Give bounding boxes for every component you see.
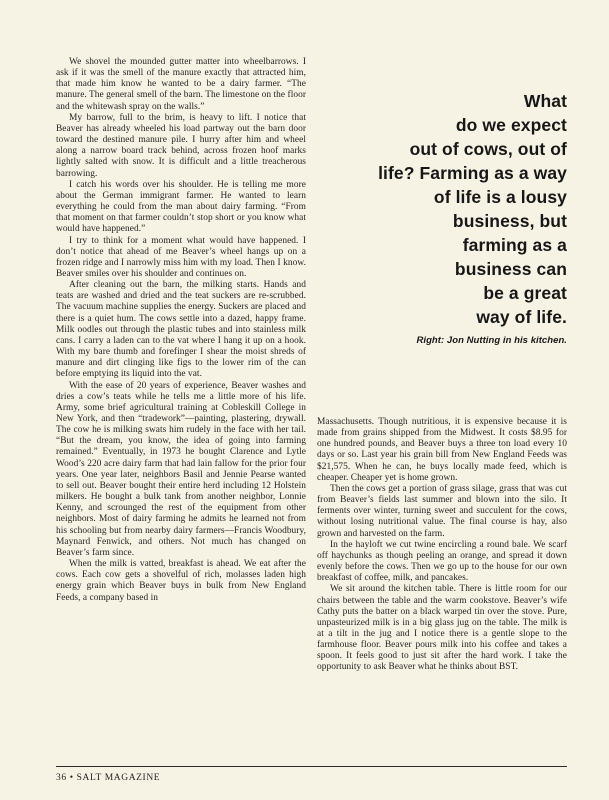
right-column-body: [317, 417, 567, 674]
body-paragraph: I try to think for a moment what would have happened. I don’t notice that ahead of me Beaver’s wheel hangs up on a frozen ridge and I narrowly miss him with my load. Then I know. Beaver smiles over his shoulder and continues on.: [56, 235, 306, 279]
body-paragraph: Then the cows get a portion of grass silage, grass that was cut from Beaver’s fields last summer and blown into the silo. It ferments over winter, turning sweet and succulent for the cows, without losing nutritional value. The final course is hay, also grown and harvested on the farm.: [317, 483, 567, 539]
pull-quote-line: business can: [454, 259, 567, 279]
body-paragraph: My barrow, full to the brim, is heavy to lift. I notice that Beaver has already wheeled his load partway out the barn door toward the destined manure pile. I hurry after him and wheel along a narrow board track behind, across frozen hoof marks lightly salted with snow. It is difficult and a little treacherous barrowing.: [56, 112, 306, 179]
page-number: 36: [56, 773, 67, 783]
footer-separator: •: [69, 773, 74, 783]
pull-quote-line: out of cows, out of: [409, 139, 567, 159]
magazine-title: SALT MAGAZINE: [76, 773, 161, 783]
pull-quote-line: life? Farming as a way: [378, 163, 567, 183]
body-paragraph: We sit around the kitchen table. There is little room for our chairs between the table and the warm cookstove. Beaver’s wife Cathy puts the batter on a black warped tin over the stove. Pure, unpasteurized milk is in a big glass jug on the table. The milk is at a tilt in the jug and I notice there is a gentle slope to the farmhouse floor. Beaver pours milk into his coffee and takes a spoon. It feels good to just sit after the hard work. I take the opportunity to ask Beaver what he thinks about BST.: [317, 584, 567, 673]
page-footer: [56, 766, 567, 783]
photo-caption: Right: Jon Nutting in his kitchen.: [416, 335, 567, 346]
pull-quote-line: What: [523, 91, 567, 111]
right-column: [317, 57, 567, 674]
pull-quote-line: farming as a: [462, 235, 567, 255]
body-paragraph: We shovel the mounded gutter matter into wheelbarrows. I ask if it was the smell of the manure exactly that attracted him, that made him know he wanted to be a dairy farmer. “The manure. The general smell of the barn. The limestone on the floor and the whitewash spray on the walls.”: [56, 57, 306, 112]
pull-quote-line: business, but: [452, 211, 567, 231]
body-paragraph: I catch his words over his shoulder. He is telling me more about the German immigrant farmer. He wanted to learn everything he could from the man about dairy farming. “From that moment on that farmer couldn’t stop short or you know what would have happened.”: [56, 179, 306, 235]
pull-quote-line: of life is a lousy: [433, 187, 567, 207]
body-paragraph: In the hayloft we cut twine encircling a round bale. We scarf off haychunks as though peeling an orange, and spread it down evenly before the cows. Then we go up to the house for our own breakfast of coffee, milk, and pancakes.: [317, 539, 567, 584]
body-paragraph: With the ease of 20 years of experience, Beaver washes and dries a cow’s teats while he tells me a little more of his life. Army, some brief agricultural training at Cobleskill College in New York, and then “tradework”—painting, plastering, drywall. The cow he is milking swats him rudely in the face with her tail. “But the dream, you know, the idea of going into farming remained.” Eventually, in 1973 he bought Clarence and Lytle Wood’s 220 acre dairy farm that had lain fallow for the prior four years. One year later, neighbors Basil and Jennie Pearse wanted to sell out. Beaver bought their entire herd including 12 Holstein milkers. He bought a bulk tank from another neighbor, Lonnie Kenny, and scrounged the rest of the equipment from other neighbors. Most of dairy farming he admits he learned not from his schooling but from nearby dairy farmers—Francis Woodbury, Maynard Fenwick, and others. Not much has changed on Beaver’s farm since.: [56, 380, 306, 558]
pull-quote: [317, 57, 567, 329]
pull-quote-line: do we expect: [455, 115, 567, 135]
pull-quote-line: way of life.: [476, 307, 567, 327]
left-column: [56, 57, 306, 604]
body-paragraph: When the milk is vatted, breakfast is ahead. We eat after the cows. Each cow gets a shovelful of rich, molasses laden high energy grain which Beaver buys in bulk from New England Feeds, a company based in: [56, 559, 306, 603]
pull-quote-line: be a great: [483, 283, 567, 303]
body-paragraph: Massachusetts. Though nutritious, it is expensive because it is made from grains shipped from the Midwest. It costs $8.95 for one hundred pounds, and Beaver buys a three ton load every 10 days or so. Last year his grain bill from New England Feeds was $21,575. When he can, he buys locally made feed, which is cheaper. Cheaper yet is home grown.: [317, 417, 567, 483]
body-paragraph: After cleaning out the barn, the milking starts. Hands and teats are washed and dried and the teat suckers are re-scrubbed. The vacuum machine supplies the energy. Suckers are placed and there is a quiet hum. The cows settle into a dazed, happy frame. Milk oodles out through the plastic tubes and into stainless milk cans. I carry a laden can to the vat where I hang it up on a hook. With my bare thumb and forefinger I shear the moist shreds of manure and dirt clinging like figs to the lower rim of the can before emptying its liquid into the vat.: [56, 280, 306, 380]
